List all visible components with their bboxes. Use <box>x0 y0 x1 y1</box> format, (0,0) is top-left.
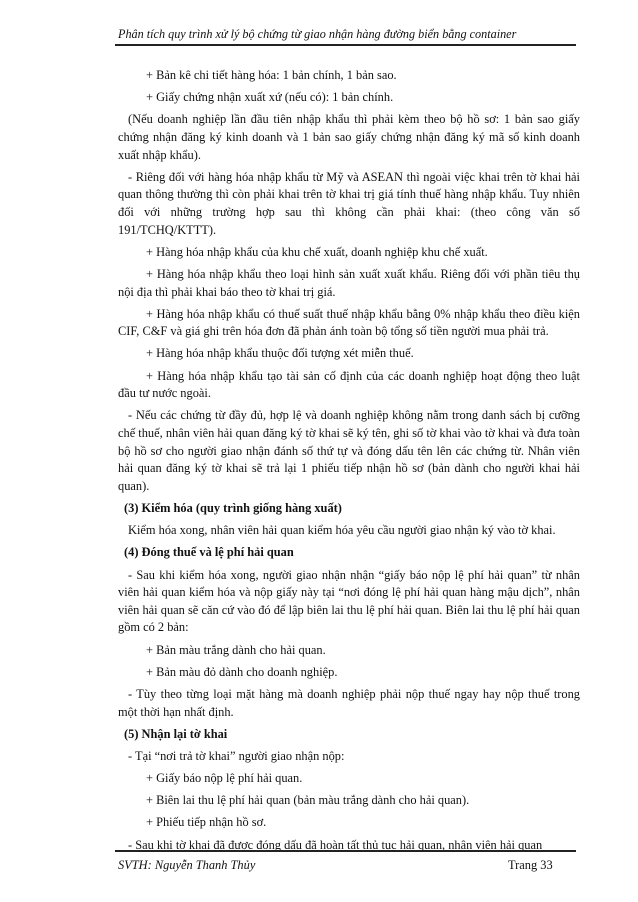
header-rule <box>115 44 576 46</box>
paragraph: - Riêng đối với hàng hóa nhập khẩu từ Mỹ và ASEAN thì ngoài việc khai trên tờ khai hải quan thông thường thì còn phải khai trên tờ khai trị giá tính thuế hàng nhập khẩu. Tuy nhiên đối với những trường hợp sau thì không cần phải khai: (theo công văn số 191/TCHQ/KTTT). <box>118 169 580 237</box>
paragraph: - Tùy theo từng loại mặt hàng mà doanh nghiệp phải nộp thuế ngay hay nộp thuế trong một thời hạn nhất định. <box>118 686 580 719</box>
footer-rule <box>115 850 576 852</box>
paragraph: Kiểm hóa xong, nhân viên hải quan kiểm hóa yêu cầu người giao nhận ký vào tờ khai. <box>128 523 556 538</box>
paragraph: + Hàng hóa nhập khẩu của khu chế xuất, doanh nghiệp khu chế xuất. <box>146 244 488 259</box>
running-header: Phân tích quy trình xử lý bộ chứng từ giao nhận hàng đường biển bằng container <box>118 27 517 41</box>
paragraph: - Nếu các chứng từ đầy đủ, hợp lệ và doanh nghiệp không nằm trong danh sách bị cưỡng chế thuế, nhân viên hải quan đăng ký tờ khai sẽ ký tên, ghi số tờ khai vào tờ khai và đưa toàn bộ hồ sơ cho người giao nhận đánh số thứ tự và đóng dấu tên lên các chứng từ. Nhân viên hải quan đăng ký tờ khai sẽ trả lại 1 phiếu tiếp nhận hồ sơ (bản dành cho người khai hải quan). <box>118 408 580 493</box>
page-number: Trang 33 <box>508 858 553 872</box>
paragraph: + Bản màu đỏ dành cho doanh nghiệp. <box>146 664 338 679</box>
paragraph: + Hàng hóa nhập khẩu có thuế suất thuế nhập khẩu bằng 0% nhập khẩu theo điều kiện CIF, C&F và giá ghi trên hóa đơn đã phản ánh toàn bộ tổng số tiền người mua phải trả. <box>118 306 580 339</box>
section-heading: (3) Kiểm hóa (quy trình giống hàng xuất) <box>124 501 342 515</box>
section-heading: (4) Đóng thuế và lệ phí hải quan <box>124 545 294 560</box>
paragraph: + Hàng hóa nhập khẩu theo loại hình sản xuất xuất khẩu. Riêng đối với phần tiêu thụ nội địa thì phải khai báo theo tờ khai trị giá. <box>118 266 580 299</box>
paragraph: + Bản màu trắng dành cho hải quan. <box>146 642 326 657</box>
paragraph: + Giấy chứng nhận xuất xứ (nếu có): 1 bản chính. <box>146 90 394 105</box>
paragraph: - Sau khi tờ khai đã được đóng dấu đã hoàn tất thủ tục hải quan, nhân viên hải quan <box>128 837 543 852</box>
paragraph: + Hàng hóa nhập khẩu tạo tài sản cố định của các doanh nghiệp hoạt động theo luật đầu tư nước ngoài. <box>118 368 580 401</box>
paragraph: - Sau khi kiểm hóa xong, người giao nhận nhận “giấy báo nộp lệ phí hải quan” từ nhân viên hải quan kiểm hóa và nộp giấy này tại “nơi đóng lệ phí hải quan hàng mậu dịch”, nhân viên hải quan sẽ căn cứ vào đó để lập biên lai thu lệ phí hải quan. Biên lai thu lệ phí hải quan gồm có 2 bản: <box>118 567 580 635</box>
paragraph: + Bản kê chi tiết hàng hóa: 1 bản chính, 1 bản sao. <box>146 68 397 82</box>
paragraph: + Hàng hóa nhập khẩu thuộc đối tượng xét miễn thuế. <box>146 346 414 361</box>
paragraph: - Tại “nơi trả tờ khai” người giao nhận nộp: <box>128 748 345 763</box>
footer-author: SVTH: Nguyễn Thanh Thủy <box>118 858 256 872</box>
paragraph: + Biên lai thu lệ phí hải quan (bản màu trắng dành cho hải quan). <box>146 793 470 808</box>
section-heading: (5) Nhận lại tờ khai <box>124 726 228 741</box>
paragraph: + Phiếu tiếp nhận hồ sơ. <box>146 815 267 830</box>
paragraph: + Giấy báo nộp lệ phí hải quan. <box>146 771 303 786</box>
paragraph: (Nếu doanh nghiệp lần đầu tiên nhập khẩu thì phải kèm theo bộ hồ sơ: 1 bản sao giấy chứng nhận đăng ký kinh doanh và 1 bản sao giấy chứng nhận đăng ký mã số kinh doanh xuất nhập khẩu). <box>118 112 580 162</box>
body-text <box>118 67 580 859</box>
